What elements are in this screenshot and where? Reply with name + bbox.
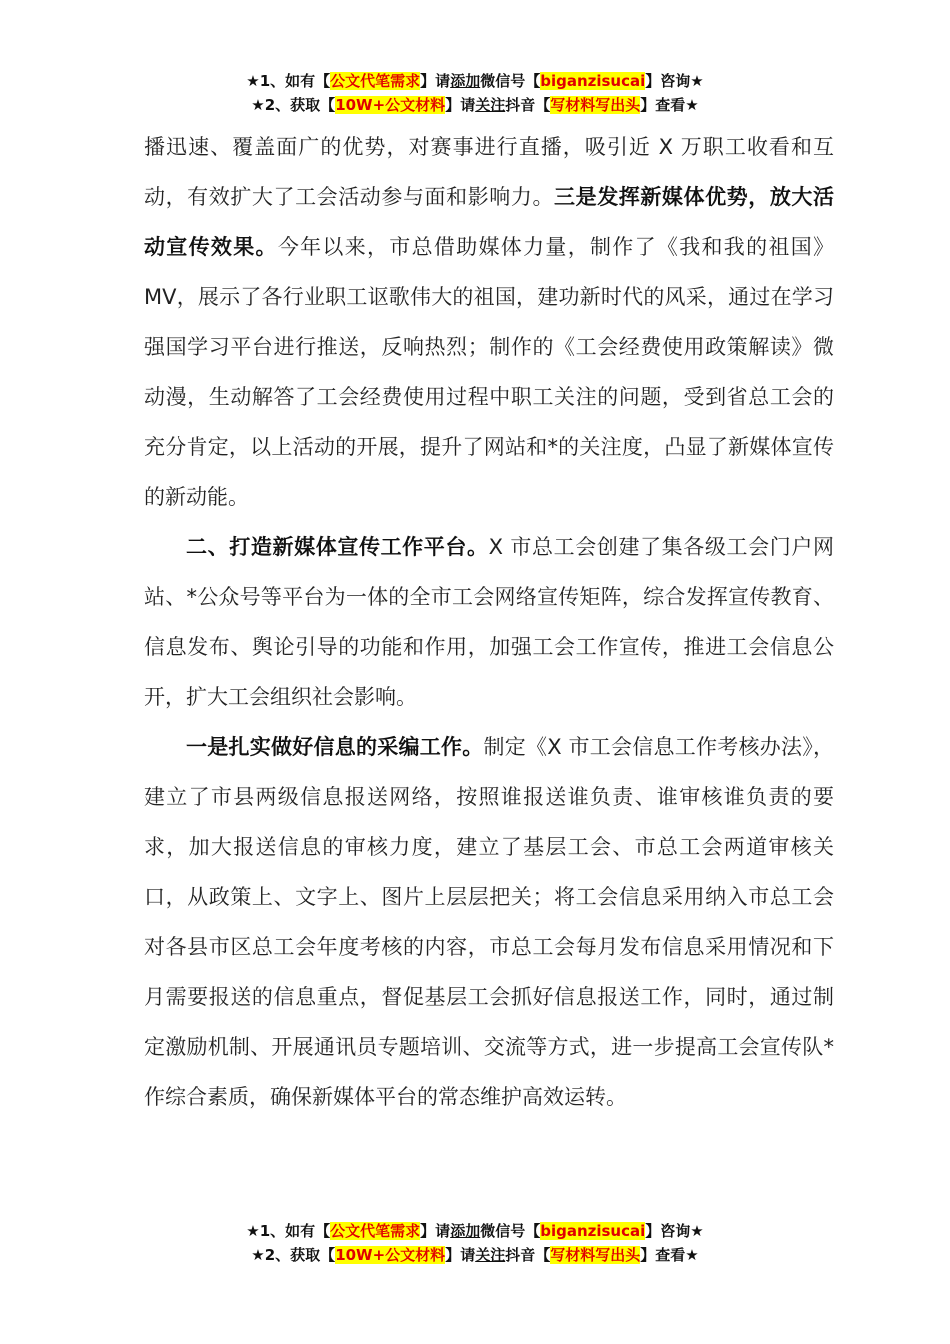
section-heading: 二、打造新媒体宣传工作平台。: [186, 535, 489, 559]
banner-line-2: ★2、获取【10W+公文材料】请关注抖音【写材料写出头】查看★: [251, 1246, 699, 1264]
bold-heading: 三是发挥新媒体优势，放大活动宣传效果。: [144, 185, 834, 259]
highlight-materials: 10W+公文材料: [335, 96, 446, 114]
banner-line-1: ★1、如有【公文代笔需求】请添加微信号【biganzisucai】咨询★: [246, 1222, 704, 1240]
highlight-service: 公文代笔需求: [330, 1222, 421, 1240]
document-body: [144, 122, 834, 1122]
banner-line-2: ★2、获取【10W+公文材料】请关注抖音【写材料写出头】查看★: [251, 96, 699, 114]
highlight-wechat-id: biganzisucai: [540, 72, 646, 90]
highlight-douyin-account: 写材料写出头: [550, 1246, 641, 1264]
paragraph-3: 一是扎实做好信息的采编工作。制定《X 市工会信息工作考核办法》，建立了市县两级信息报送网络，按照谁报送谁负责、谁审核谁负责的要求，加大报送信息的审核力度，建立了基层工会、市总工会两道审核关口，从政策上、文字上、图片上层层把关；将工会信息采用纳入市总工会对各县市区总工会年度考核的内容，市总工会每月发布信息采用情况和下月需要报送的信息重点，督促基层工会抓好信息报送工作，同时，通过制定激励机制、开展通讯员专题培训、交流等方式，进一步提高工会宣传队*作综合素质，确保新媒体平台的常态维护高效运转。: [144, 735, 835, 1109]
paragraph-2: 二、打造新媒体宣传工作平台。X 市总工会创建了集各级工会门户网站、*公众号等平台为一体的全市工会网络宣传矩阵，综合发挥宣传教育、信息发布、舆论引导的功能和作用，加强工会工作宣传，推进工会信息公开，扩大工会组织社会影响。: [144, 535, 835, 709]
bold-heading: 一是扎实做好信息的采编工作。: [186, 735, 484, 759]
highlight-wechat-id: biganzisucai: [540, 1222, 646, 1240]
banner-line-1: ★1、如有【公文代笔需求】请添加微信号【biganzisucai】咨询★: [246, 72, 704, 90]
highlight-materials: 10W+公文材料: [335, 1246, 446, 1264]
highlight-douyin-account: 写材料写出头: [550, 96, 641, 114]
header-banner: [0, 69, 950, 117]
highlight-service: 公文代笔需求: [330, 72, 421, 90]
paragraph-1: 播迅速、覆盖面广的优势，对赛事进行直播，吸引近 X 万职工收看和互动，有效扩大了工会活动参与面和影响力。三是发挥新媒体优势，放大活动宣传效果。今年以来，市总借助媒体力量，制作了《我和我的祖国》MV，展示了各行业职工讴歌伟大的祖国，建功新时代的风采，通过在学习强国学习平台进行推送，反响热烈；制作的《工会经费使用政策解读》微动漫，生动解答了工会经费使用过程中职工关注的问题，受到省总工会的充分肯定，以上活动的开展，提升了网站和*的关注度，凸显了新媒体宣传的新动能。: [144, 135, 835, 509]
footer-banner: [0, 1219, 950, 1267]
